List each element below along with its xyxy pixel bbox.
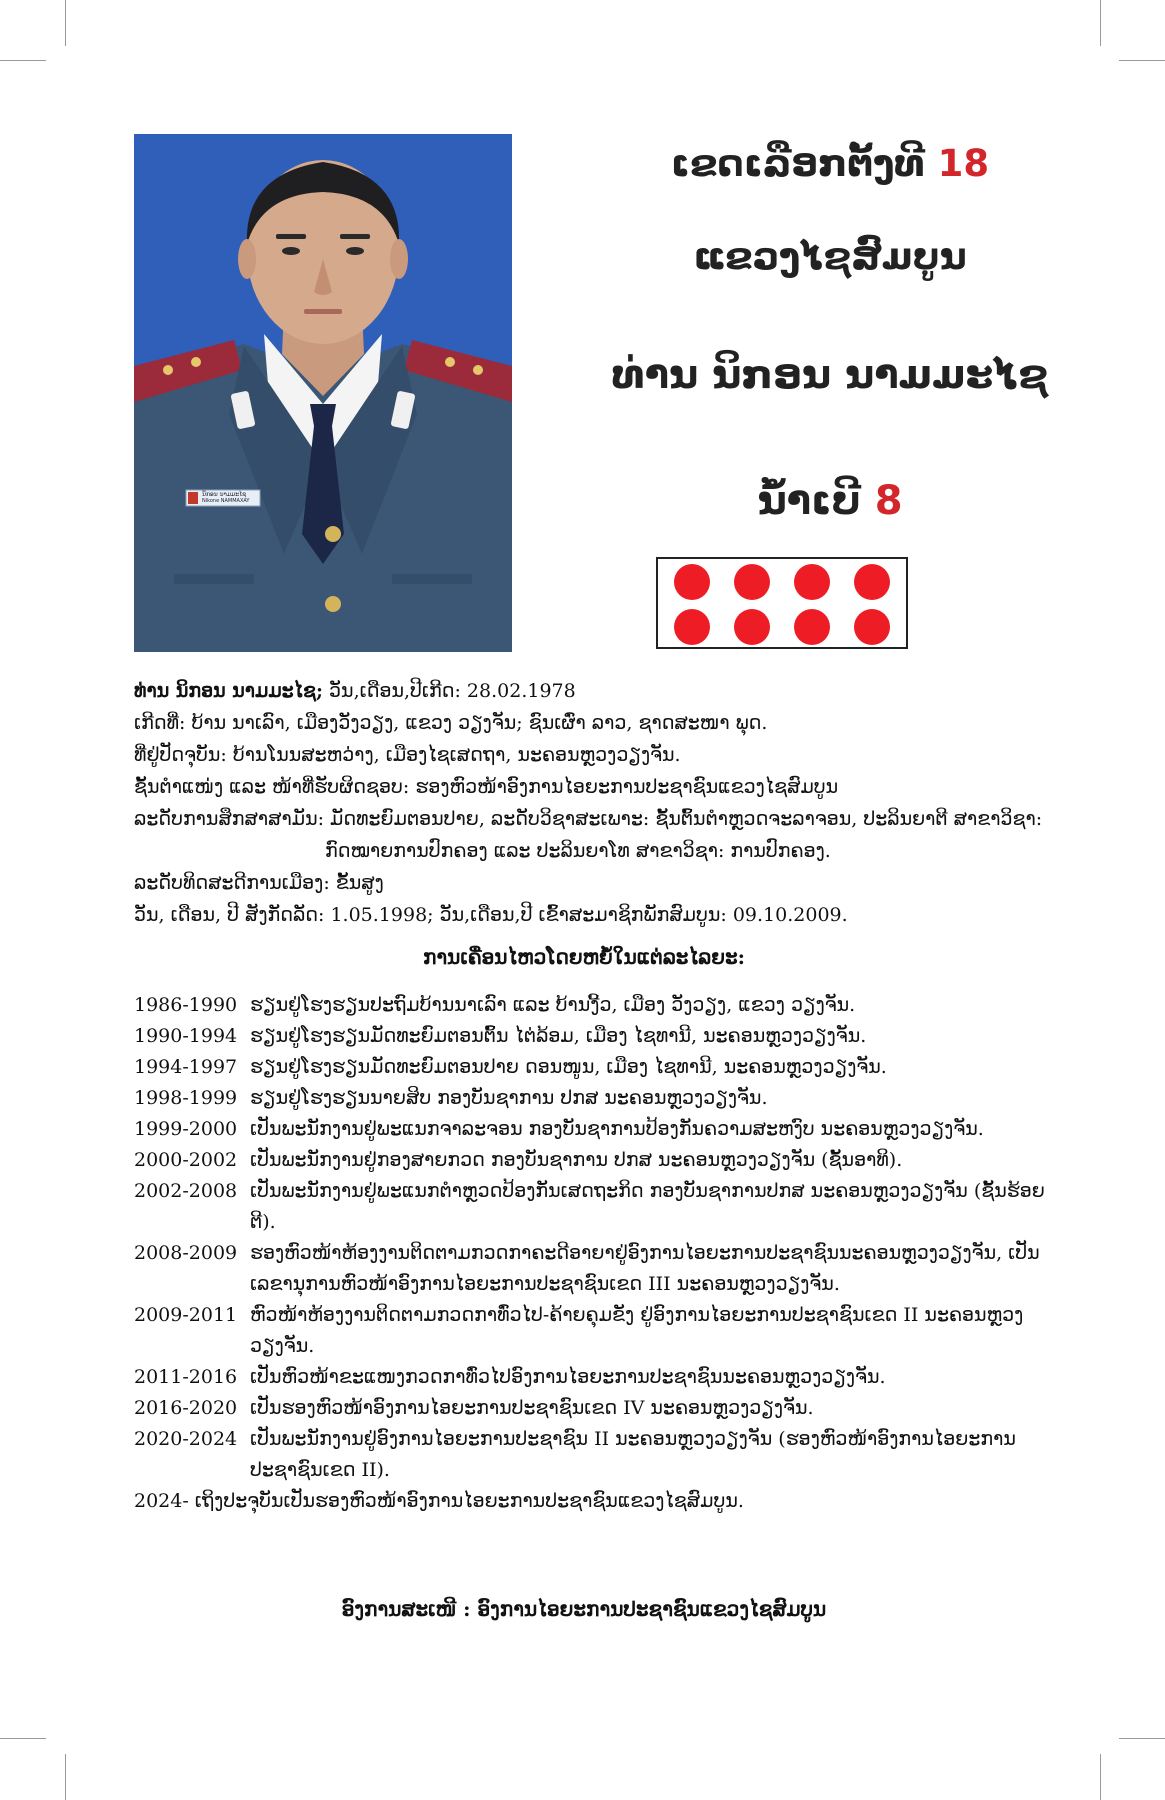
career-text: ເປັນພະນັກງານຢູ່ພະແນກຕຳຫຼວດປ້ອງກັນເສດຖະກິດ ກອງບັນຊາການປກສ ນະຄອນຫຼວງວຽງຈັນ (ຊັ້ນຮ້ອຍຕີ). [250, 1180, 1045, 1233]
career-section-title: ການເຄື່ອນໄຫວໂດຍຫຍໍ້ໃນແຕ່ລະໄລຍະ: [422, 945, 746, 969]
crop-mark [1119, 60, 1165, 61]
portrait-illustration [134, 134, 512, 652]
career-row [134, 1300, 1054, 1362]
career-text: ຮອງຫົວໜ້າຫ້ອງງານຕິດຕາມກວດກາຄະດີອາຍາຢູ່ອົງການໄອຍະການປະຊາຊົນນະຄອນຫຼວງວຽງຈັນ, ເປັນເລຂານຸການຫົວໜ້າອົງການໄອຍະການປະຊາຊົນເຂດ III ນະຄອນຫຼວງວຽງຈັນ. [250, 1242, 1040, 1295]
bio-dates: ວັນ, ເດືອນ, ປີ ສັງກັດລັດ: 1.05.1998; ວັນ,ເດືອນ,ປີ ເຂົ້າສະມາຊິກພັກສົມບູນ: 09.10.2009. [134, 904, 848, 926]
bio-name-line [134, 676, 1074, 707]
career-years: 2020-2024 [134, 1428, 238, 1450]
candidate-photo [134, 134, 512, 652]
ballot-dot [854, 609, 890, 645]
career-text: ຮຽນຢູ່ໂຮງຮຽນນາຍສິບ ກອງບັນຊາການ ປກສ ນະຄອນຫຼວງວຽງຈັນ. [250, 1087, 768, 1109]
ballot-dot [674, 564, 710, 600]
career-row [134, 990, 1054, 1021]
bio-education-2: ກົດໝາຍການປົກຄອງ ແລະ ປະລິນຍາໂທ ສາຂາວິຊາ: ການປົກຄອງ. [325, 840, 831, 862]
bio-education-1: ລະດັບການສຶກສາສາມັນ: ມັດທະຍົມຕອນປາຍ, ລະດັບວິຊາສະເພາະ: ຊັ້ນຕົ້ນຕຳຫຼວດຈະລາຈອນ, ປະລິນຍາຕີ ສາຂາວິຊາ: [134, 808, 1043, 830]
career-text: ຫົວໜ້າຫ້ອງງານຕິດຕາມກວດກາທົ່ວໄປ-ຄ້າຍຄຸມຂັງ ຢູ່ອົງການໄອຍະການປະຊາຊົນເຂດ II ນະຄອນຫຼວງວຽງຈັນ. [250, 1304, 1024, 1357]
career-list [134, 990, 1054, 1517]
career-row [134, 1238, 1054, 1300]
ballot-dot [854, 564, 890, 600]
constituency-heading [540, 142, 1120, 185]
crop-mark [0, 1738, 46, 1739]
career-years: 2009-2011 [134, 1304, 238, 1326]
name-tag-text: ນິກອນ ນາມມະໄຊ [202, 491, 247, 498]
career-row [134, 1362, 1054, 1393]
ballot-label: ນ້ຳເບີ [757, 478, 861, 524]
crop-mark [1119, 1738, 1165, 1739]
career-row [134, 1052, 1054, 1083]
province-heading: ແຂວງໄຊສົມບູນ [693, 235, 967, 278]
career-years: 1990-1994 [134, 1025, 238, 1047]
constituency-number: 18 [937, 142, 990, 185]
career-years: 2002-2008 [134, 1180, 238, 1202]
bio-birthplace: ເກີດທີ່: ບ້ານ ນາເລົາ, ເມືອງວັງວຽງ, ແຂວງ ວຽງຈັນ; ຊົນເຜົ່າ ລາວ, ຊາດສະໜາ ພຸດ. [134, 712, 768, 734]
bio-position: ຊັ້ນຕຳແໜ່ງ ແລະ ໜ້າທີ່ຮັບຜິດຊອບ: ຮອງຫົວໜ້າອົງການໄອຍະການປະຊາຊົນແຂວງໄຊສົມບູນ [134, 776, 839, 798]
career-text: ເປັນຮອງຫົວໜ້າອົງການໄອຍະການປະຊາຊົນເຂດ IV ນະຄອນຫຼວງວຽງຈັນ. [250, 1397, 814, 1419]
career-years: 2024- [134, 1490, 189, 1512]
career-years: 1994-1997 [134, 1056, 238, 1078]
career-row [134, 1114, 1054, 1145]
career-row [134, 1145, 1054, 1176]
ballot-number: 8 [874, 478, 903, 524]
crop-mark [1100, 1754, 1101, 1800]
ballot-dot [794, 609, 830, 645]
candidate-name-heading: ທ່ານ ນິກອນ ນາມມະໄຊ [611, 352, 1049, 398]
career-text: ເປັນພະນັກງານຢູ່ພະແນກຈາລະຈອນ ກອງບັນຊາການປ້ອງກັນຄວາມສະຫງົບ ນະຄອນຫຼວງວຽງຈັນ. [250, 1118, 984, 1140]
career-text: ເປັນພະນັກງານຢູ່ອົງການໄອຍະການປະຊາຊົນ II ນະຄອນຫຼວງວຽງຈັນ (ຮອງຫົວໜ້າອົງການໄອຍະການປະຊາຊົນເຂດ II). [250, 1428, 1016, 1481]
career-text: ເປັນພະນັກງານຢູ່ກອງສາຍກວດ ກອງບັນຊາການ ປກສ ນະຄອນຫຼວງວຽງຈັນ (ຊັ້ນອາທິ). [250, 1149, 903, 1171]
career-text: ຮຽນຢູ່ໂຮງຮຽນມັດທະຍົມຕອນຕົ້ນ ໄຕ່ລ້ອມ, ເມືອງ ໄຊທານີ, ນະຄອນຫຼວງວຽງຈັນ. [250, 1025, 867, 1047]
career-years: 1986-1990 [134, 994, 238, 1016]
career-text: ຮຽນຢູ່ໂຮງຮຽນມັດທະຍົມຕອນປາຍ ດອນໜູນ, ເມືອງ ໄຊທານີ, ນະຄອນຫຼວງວຽງຈັນ. [250, 1056, 887, 1078]
career-text: ຮຽນຢູ່ໂຮງຮຽນປະຖົມບ້ານນາເລົາ ແລະ ບ້ານງີ້ວ, ເມືອງ ວັງວຽງ, ແຂວງ ວຽງຈັນ. [250, 994, 856, 1016]
career-years: 1999-2000 [134, 1118, 238, 1140]
constituency-label: ເຂດເລືອກຕັ້ງທີ [670, 142, 925, 185]
ballot-number-heading [540, 478, 1120, 524]
career-years: 1998-1999 [134, 1087, 238, 1109]
career-row [134, 1176, 1054, 1238]
career-row [134, 1424, 1054, 1486]
career-text: ເປັນຫົວໜ້າຂະແໜງກວດກາທົ່ວໄປອົງການໄອຍະການປະຊາຊົນນະຄອນຫຼວງວຽງຈັນ. [250, 1366, 886, 1388]
ballot-dot [734, 609, 770, 645]
crop-mark [65, 0, 66, 46]
bio-name: ທ່ານ ນິກອນ ນາມມະໄຊ; [134, 680, 323, 702]
career-row [134, 1021, 1054, 1052]
career-years: 2000-2002 [134, 1149, 238, 1171]
career-years: 2016-2020 [134, 1397, 238, 1419]
career-row [134, 1393, 1054, 1424]
career-years: 2011-2016 [134, 1366, 238, 1388]
ballot-dot [794, 564, 830, 600]
bio-dob: ວັນ,ເດືອນ,ປີເກີດ: 28.02.1978 [323, 680, 576, 702]
ballot-dot [734, 564, 770, 600]
ballot-dots-box [656, 557, 908, 649]
career-row-current [134, 1486, 1054, 1517]
career-row [134, 1083, 1054, 1114]
crop-mark [1100, 0, 1101, 46]
career-text: ເຖິງປະຈຸບັນເປັນຮອງຫົວໜ້າອົງການໄອຍະການປະຊາຊົນແຂວງໄຊສົມບູນ. [194, 1490, 744, 1512]
ballot-dot [674, 609, 710, 645]
crop-mark [65, 1754, 66, 1800]
bio-residence: ທີ່ຢູ່ປັດຈຸບັນ: ບ້ານໂນນສະຫວ່າງ, ເມືອງໄຊເສດຖາ, ນະຄອນຫຼວງວຽງຈັນ. [134, 744, 681, 766]
nominator-footer: ອົງການສະເໜີ : ອົງການໄອຍະການປະຊາຊົນແຂວງໄຊສົມບູນ [341, 1597, 827, 1621]
crop-mark [0, 60, 46, 61]
name-tag-latin: Nikone NAMMAXAY [202, 498, 250, 504]
career-years: 2008-2009 [134, 1242, 238, 1264]
bio-political-theory: ລະດັບທິດສະດີການເມືອງ: ຂັ້ນສູງ [134, 872, 384, 894]
